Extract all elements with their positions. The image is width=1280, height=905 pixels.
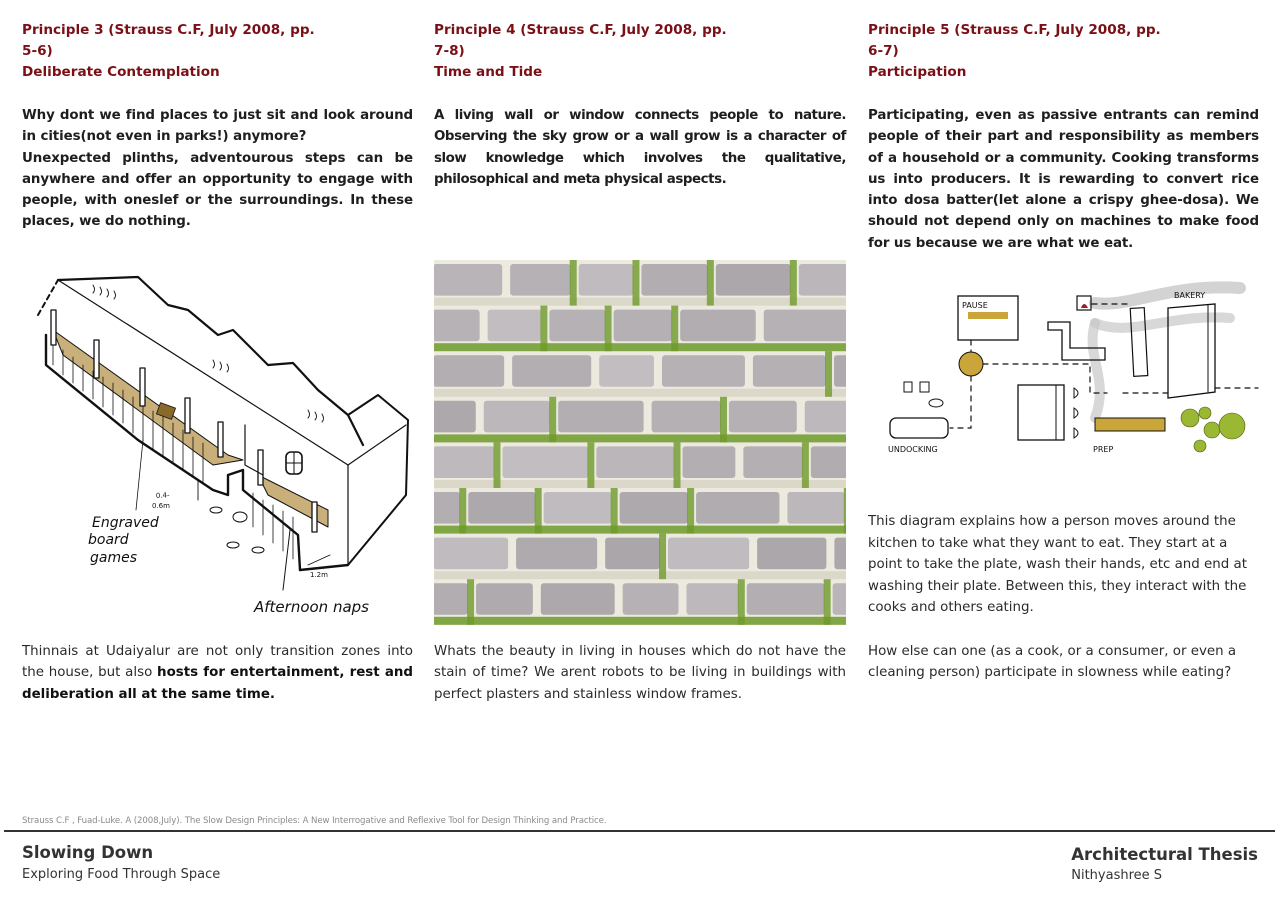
project-title: Slowing Down bbox=[22, 843, 154, 862]
principle-5-heading bbox=[868, 20, 1259, 83]
engraved-board-games-label-3: games bbox=[90, 550, 138, 566]
principle-4-column bbox=[434, 20, 846, 190]
moss-joint bbox=[659, 534, 666, 580]
kitchen-diagram-caption: This diagram explains how a person moves around the kitchen to take what they want to eat. They start at a point to take the plate, wash their hands, etc and end at washing their plate. Between this, they interact with the cooks and others eating. bbox=[868, 514, 1247, 616]
brick bbox=[623, 583, 679, 615]
moss-joint bbox=[802, 442, 809, 488]
brick bbox=[799, 264, 846, 296]
principle-4-body: A living wall or window connects people to nature. Observing the sky grow or a wall grow is a character of slow knowledge which involves the qualitative, philosophical and meta physical aspects. bbox=[434, 108, 846, 187]
moss-joint bbox=[674, 442, 681, 488]
thinnai-sketch bbox=[18, 265, 418, 625]
brick bbox=[811, 446, 846, 478]
brick bbox=[434, 264, 502, 296]
thesis-label: Architectural Thesis bbox=[1071, 845, 1258, 864]
moss-joint bbox=[844, 488, 846, 534]
brick bbox=[696, 492, 779, 524]
brick bbox=[764, 310, 846, 342]
prep-label: PREP bbox=[1093, 445, 1114, 454]
author-name: Nithyashree S bbox=[1071, 868, 1163, 883]
brick bbox=[434, 492, 460, 524]
brick bbox=[549, 310, 605, 342]
brick bbox=[716, 264, 791, 296]
principle-5-title: Participation bbox=[868, 64, 967, 80]
brick bbox=[599, 355, 654, 387]
brick bbox=[468, 492, 535, 524]
height-dimension-label: 0.4- bbox=[155, 491, 170, 500]
citation: Strauss C.F , Fuad-Luke. A (2008,July). The Slow Design Principles: A New Interrogative and Reflexive Tool for Design Thinking and Practice. bbox=[22, 816, 607, 826]
moss-joint bbox=[467, 579, 474, 625]
moss-joint bbox=[493, 442, 500, 488]
brick bbox=[787, 492, 844, 524]
principle-4-heading bbox=[434, 20, 846, 83]
brick bbox=[434, 538, 508, 570]
brick bbox=[579, 264, 634, 296]
afternoon-naps-label: Afternoon naps bbox=[254, 598, 369, 616]
principle-3-column bbox=[22, 20, 413, 233]
mortar-band bbox=[434, 617, 846, 625]
engraved-board-games-label-2: board bbox=[88, 532, 129, 548]
participation-question: How else can one (as a cook, or a consumer, or even a cleaning person) participate in slowness while eating? bbox=[868, 644, 1237, 681]
undocking-label: UNDOCKING bbox=[888, 445, 938, 454]
principle-3-body bbox=[22, 105, 413, 233]
project-subtitle: Exploring Food Through Space bbox=[22, 867, 221, 882]
brick bbox=[434, 310, 480, 342]
bakery-label: BAKERY bbox=[1174, 291, 1206, 300]
moss-joint bbox=[535, 488, 542, 534]
moss-joint bbox=[549, 397, 556, 443]
brick bbox=[747, 583, 825, 615]
brick bbox=[614, 310, 673, 342]
mortar-band bbox=[434, 526, 846, 534]
thinnai-caption bbox=[22, 641, 413, 705]
brick bbox=[434, 583, 468, 615]
brick bbox=[834, 355, 846, 387]
brick bbox=[476, 583, 533, 615]
brick bbox=[668, 538, 749, 570]
brick bbox=[662, 355, 745, 387]
brick bbox=[743, 446, 803, 478]
brick bbox=[753, 355, 826, 387]
mortar-band bbox=[434, 571, 846, 579]
brick bbox=[641, 264, 707, 296]
brick bbox=[484, 401, 550, 433]
brick bbox=[652, 401, 721, 433]
mortar-band bbox=[434, 389, 846, 397]
principle-4-title: Time and Tide bbox=[434, 64, 543, 80]
footer-right bbox=[1071, 845, 1258, 883]
mortar-band bbox=[434, 434, 846, 442]
footer-left bbox=[22, 843, 220, 882]
moss-joint bbox=[587, 442, 594, 488]
principle-5-reference: Principle 5 (Strauss C.F, July 2008, pp. 6-7) bbox=[868, 22, 1161, 59]
brick bbox=[541, 583, 615, 615]
brick bbox=[512, 355, 591, 387]
brick bbox=[510, 264, 571, 296]
moss-joint bbox=[671, 306, 678, 352]
brick bbox=[558, 401, 643, 433]
brick bbox=[687, 583, 739, 615]
brick bbox=[434, 355, 504, 387]
brick bbox=[596, 446, 674, 478]
brick bbox=[729, 401, 797, 433]
principle-3-heading bbox=[22, 20, 413, 83]
principle-5-body: Participating, even as passive entrants can remind people of their part and responsibility as members of a household or a community. Cooking transforms us into producers. It is rewarding to convert rice into dosa batter(let alone a crispy ghee-dosa). We should not depend only on machines to make food for us because we are what we eat. bbox=[868, 108, 1259, 251]
engraved-board-games-label: Engraved bbox=[92, 515, 159, 531]
brick bbox=[683, 446, 736, 478]
moss-joint bbox=[632, 260, 639, 306]
brick bbox=[833, 583, 846, 615]
brick-wall-caption: Whats the beauty in living in houses which do not have the stain of time? We arent robots to be living in buildings with perfect plasters and stainless window frames. bbox=[434, 644, 846, 702]
mortar-band bbox=[434, 343, 846, 351]
moss-brick-wall-painting bbox=[434, 260, 846, 625]
height-dimension-label-2: 0.6m bbox=[152, 502, 170, 510]
moss-joint bbox=[605, 306, 612, 352]
principle-3-body-line: Why dont we find places to just sit and look around in cities(not even in parks!) anymore? bbox=[22, 108, 413, 145]
width-dimension-label: 1.2m bbox=[310, 571, 328, 579]
brick bbox=[620, 492, 688, 524]
brick bbox=[488, 310, 542, 342]
moss-joint bbox=[459, 488, 466, 534]
principle-3-reference: Principle 3 (Strauss C.F, July 2008, pp. 5-6) bbox=[22, 22, 315, 59]
moss-joint bbox=[738, 579, 745, 625]
principle-3-body-line: Unexpected plinths, adventourous steps can be anywhere and offer an opportunity to engage with people, with oneslef or the surroundings. In these places, we do nothing. bbox=[22, 150, 413, 230]
brick bbox=[516, 538, 597, 570]
brick bbox=[434, 446, 494, 478]
footer-divider bbox=[4, 830, 1275, 832]
moss-joint bbox=[824, 579, 831, 625]
kitchen-movement-diagram bbox=[870, 268, 1270, 458]
thinnai-caption-emphasis: hosts for entertainment, rest and deliberation all at the same time. bbox=[22, 665, 413, 702]
brick bbox=[805, 401, 846, 433]
brick bbox=[834, 538, 846, 570]
brick bbox=[605, 538, 660, 570]
moss-joint bbox=[570, 260, 577, 306]
moss-joint bbox=[720, 397, 727, 443]
moss-joint bbox=[687, 488, 694, 534]
brick bbox=[544, 492, 612, 524]
mortar-band bbox=[434, 298, 846, 306]
brick bbox=[757, 538, 826, 570]
brick bbox=[434, 401, 476, 433]
brick bbox=[502, 446, 588, 478]
principle-4-reference: Principle 4 (Strauss C.F, July 2008, pp. 7-8) bbox=[434, 22, 727, 59]
thinnai-caption-text: Thinnais at Udaiyalur are not only transition zones into the house, but also bbox=[22, 644, 413, 681]
principle-3-title: Deliberate Contemplation bbox=[22, 64, 220, 80]
pause-label: PAUSE bbox=[962, 301, 988, 310]
moss-joint bbox=[790, 260, 797, 306]
moss-joint bbox=[825, 351, 832, 397]
brick bbox=[680, 310, 756, 342]
moss-joint bbox=[540, 306, 547, 352]
principle-5-column bbox=[868, 20, 1259, 254]
moss-joint bbox=[707, 260, 714, 306]
moss-joint bbox=[611, 488, 618, 534]
